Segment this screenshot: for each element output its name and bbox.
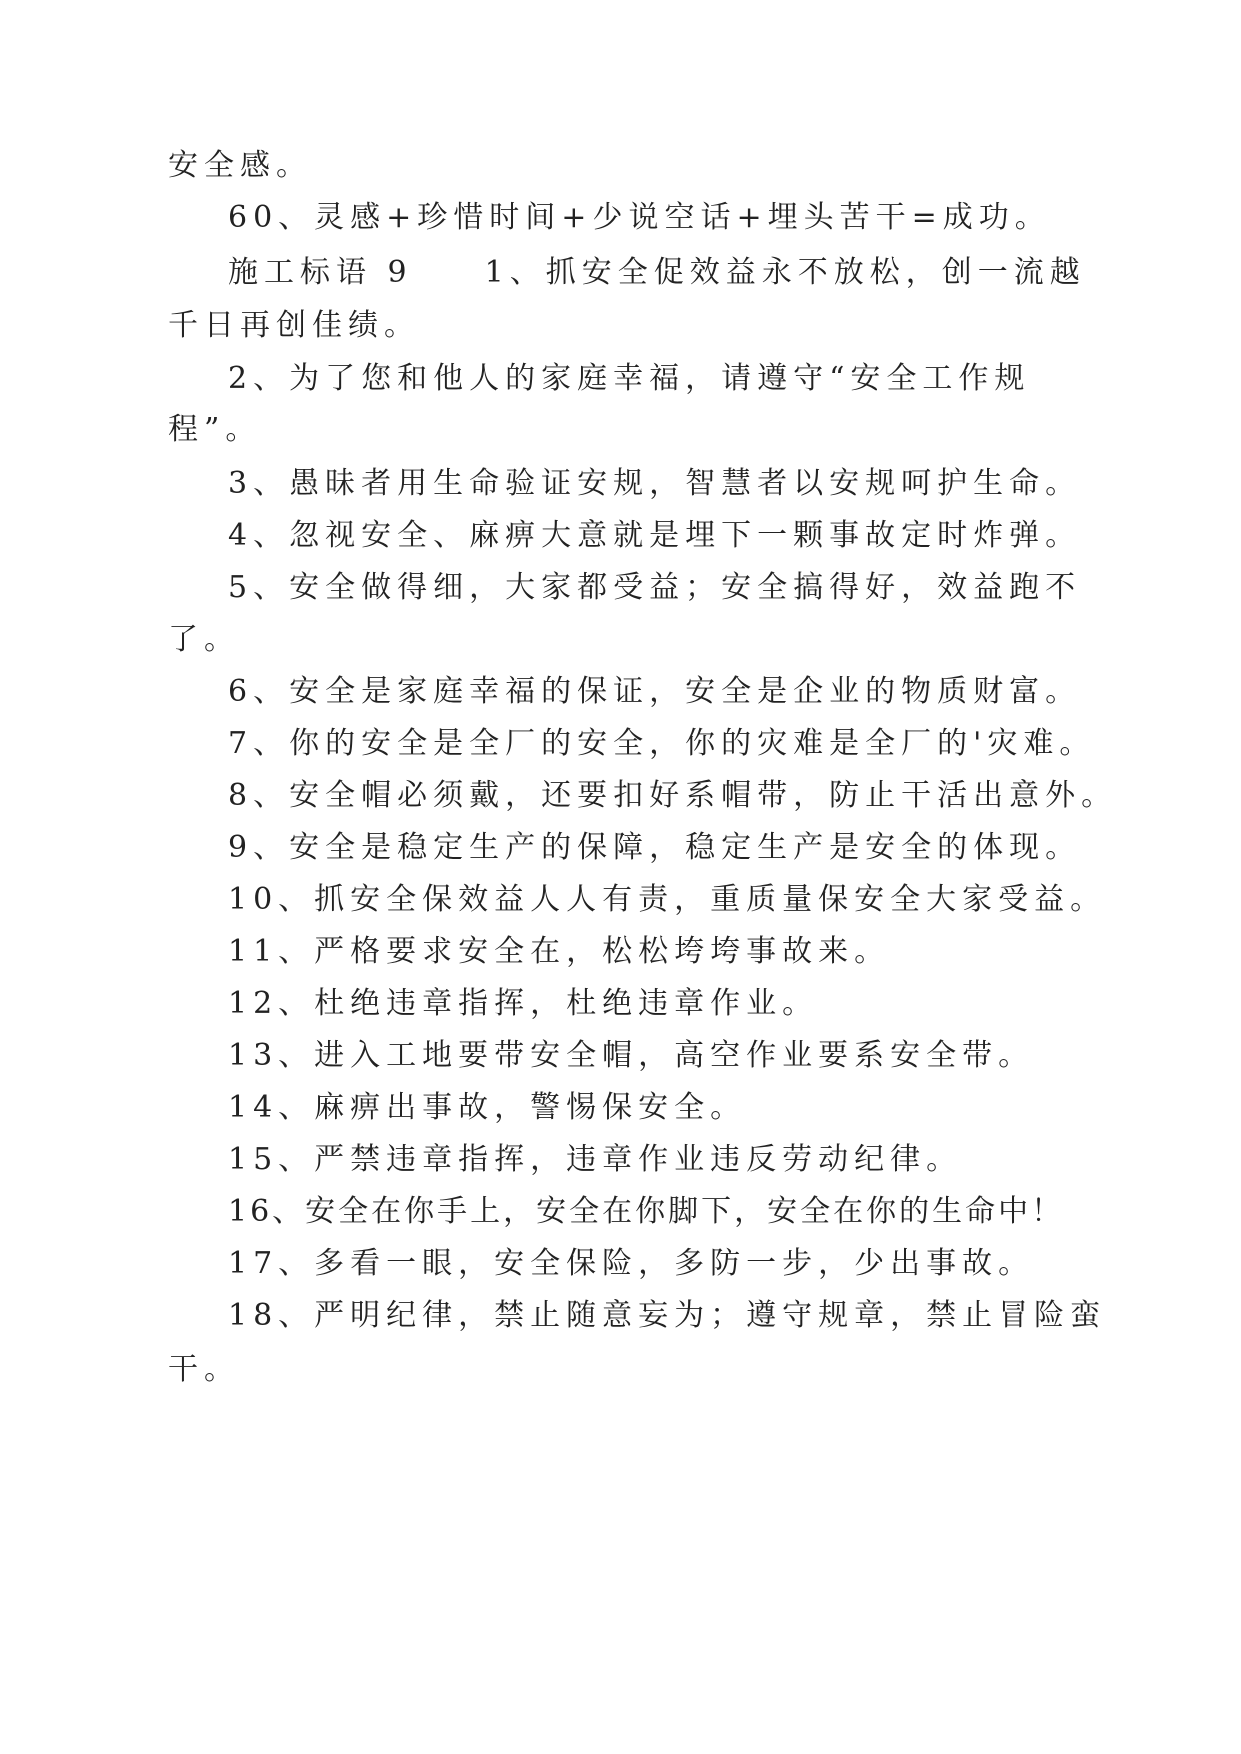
text-line: 3、愚昧者用生命验证安规，智慧者以安规呵护生命。	[228, 466, 1082, 501]
text-line: 11、严格要求安全在，松松垮垮事故来。	[228, 934, 891, 969]
text-line: 17、多看一眼，安全保险，多防一步，少出事故。	[228, 1246, 1035, 1281]
text-line: 千日再创佳绩。	[168, 308, 420, 343]
text-line: 14、麻痹出事故，警惕保安全。	[228, 1090, 747, 1125]
text-line: 13、进入工地要带安全帽，高空作业要系安全带。	[228, 1038, 1035, 1073]
text-line: 60、灵感+珍惜时间+少说空话+埋头苦干=成功。	[228, 200, 1051, 235]
text-line: 2、为了您和他人的家庭幸福，请遵守“安全工作规	[228, 361, 1031, 396]
text-line: 5、安全做得细，大家都受益；安全搞得好，效益跑不	[228, 570, 1082, 605]
text-line: 安全感。	[168, 148, 312, 183]
text-line: 施工标语 9 1、抓安全促效益永不放松，创一流越	[228, 255, 1086, 290]
text-line: 16、安全在你手上，安全在你脚下，安全在你的生命中！	[228, 1194, 1065, 1229]
text-line: 15、严禁违章指挥，违章作业违反劳动纪律。	[228, 1142, 963, 1177]
text-line: 7、你的安全是全厂的安全，你的灾难是全厂的'灾难。	[228, 726, 1096, 761]
text-line: 程”。	[168, 412, 262, 447]
text-line: 18、严明纪律，禁止随意妄为；遵守规章，禁止冒险蛮	[228, 1298, 1107, 1333]
text-line: 4、忽视安全、麻痹大意就是埋下一颗事故定时炸弹。	[228, 518, 1082, 553]
text-line: 干。	[168, 1352, 240, 1387]
text-line: 8、安全帽必须戴，还要扣好系帽带，防止干活出意外。	[228, 778, 1118, 813]
text-line: 6、安全是家庭幸福的保证，安全是企业的物质财富。	[228, 674, 1082, 709]
text-line: 10、抓安全保效益人人有责，重质量保安全大家受益。	[228, 882, 1107, 917]
text-line: 12、杜绝违章指挥，杜绝违章作业。	[228, 986, 819, 1021]
text-line: 了。	[168, 622, 240, 657]
text-line: 9、安全是稳定生产的保障，稳定生产是安全的体现。	[228, 830, 1082, 865]
